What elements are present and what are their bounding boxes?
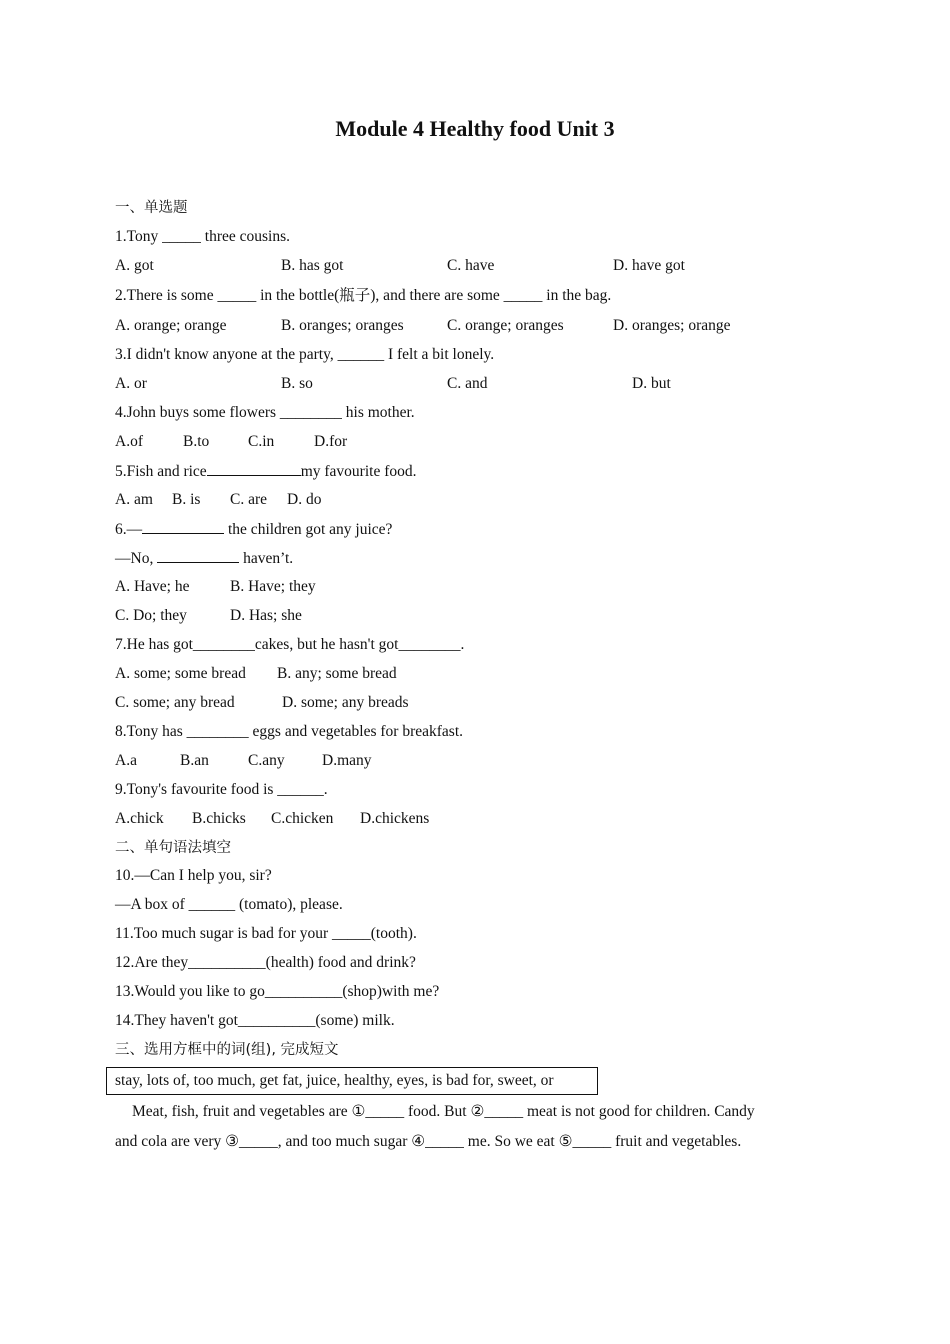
q3-option-b: B. so — [281, 375, 313, 392]
question-13: 13.Would you like to go__________(shop)with me? — [115, 983, 440, 1000]
q4-option-d: D.for — [314, 433, 348, 450]
q9-option-a: A.chick — [115, 810, 164, 827]
q2-option-b: B. oranges; oranges — [281, 317, 404, 334]
q5-stem-end: my favourite food. — [300, 463, 417, 480]
q6-reply-start: —No, — [115, 550, 158, 567]
q3-option-c: C. and — [447, 375, 488, 392]
q7-option-c: C. some; any bread — [115, 694, 235, 711]
question-4: 4.John buys some flowers ________ his mother. — [115, 404, 415, 421]
question-1: 1.Tony _____ three cousins. — [115, 228, 290, 245]
question-12: 12.Are they__________(health) food and drink? — [115, 954, 416, 971]
q5-option-a: A. am — [115, 491, 153, 508]
cloze-paragraph-line-1: Meat, fish, fruit and vegetables are ①_____ food. But ②_____ meat is not good for children. Candy — [132, 1103, 755, 1120]
q3-option-a: A. or — [115, 375, 147, 392]
cloze-paragraph-line-2: and cola are very ③_____, and too much sugar ④_____ me. So we eat ⑤_____ fruit and vegetables. — [115, 1133, 742, 1150]
q2-option-c: C. orange; oranges — [447, 317, 564, 334]
question-11: 11.Too much sugar is bad for your _____(tooth). — [115, 925, 417, 942]
page-title: Module 4 Healthy food Unit 3 — [335, 116, 615, 141]
q4-option-b: B.to — [183, 433, 210, 450]
question-8: 8.Tony has ________ eggs and vegetables for breakfast. — [115, 723, 464, 740]
section-heading-grammar-fill: 二、单句语法填空 — [115, 840, 231, 856]
question-5 — [115, 461, 417, 482]
q4-option-c: C.in — [248, 433, 275, 450]
question-10-line-1: 10.—Can I help you, sir? — [115, 867, 272, 884]
question-3: 3.I didn't know anyone at the party, ______ I felt a bit lonely. — [115, 346, 495, 363]
question-2: 2.There is some _____ in the bottle(瓶子), and there are some _____ in the bag. — [115, 287, 612, 304]
q9-option-c: C.chicken — [271, 810, 334, 827]
q8-option-b: B.an — [180, 752, 209, 769]
q2-option-d: D. oranges; orange — [613, 317, 731, 334]
q6-dash: 6.— — [115, 521, 143, 538]
word-bank-box: stay, lots of, too much, get fat, juice, healthy, eyes, is bad for, sweet, or — [106, 1067, 598, 1095]
q7-option-b: B. any; some bread — [277, 665, 397, 682]
q8-option-c: C.any — [248, 752, 285, 769]
question-9: 9.Tony's favourite food is ______. — [115, 781, 328, 798]
q6-blank-1 — [142, 519, 224, 534]
q1-option-c: C. have — [447, 257, 495, 274]
q7-option-a: A. some; some bread — [115, 665, 246, 682]
question-14: 14.They haven't got__________(some) milk. — [115, 1012, 395, 1029]
q2-option-a: A. orange; orange — [115, 317, 227, 334]
question-10-line-2: —A box of ______ (tomato), please. — [115, 896, 343, 913]
q3-option-d: D. but — [632, 375, 671, 392]
question-6-line-1 — [115, 519, 392, 540]
question-6-line-2 — [115, 548, 293, 569]
q9-option-b: B.chicks — [192, 810, 246, 827]
q5-option-b: B. is — [172, 491, 201, 508]
q5-option-d: D. do — [287, 491, 322, 508]
q6-reply-end: haven’t. — [239, 550, 294, 567]
q6-option-b: B. Have; they — [230, 578, 316, 595]
q8-option-a: A.a — [115, 752, 137, 769]
q1-option-a: A. got — [115, 257, 154, 274]
q9-option-d: D.chickens — [360, 810, 430, 827]
q7-option-d: D. some; any breads — [282, 694, 409, 711]
question-7: 7.He has got________cakes, but he hasn't got________. — [115, 636, 465, 653]
q6-option-c: C. Do; they — [115, 607, 187, 624]
q5-blank — [207, 461, 301, 476]
q1-option-d: D. have got — [613, 257, 685, 274]
q5-stem-start: 5.Fish and rice — [115, 463, 207, 480]
q6-blank-2 — [157, 548, 239, 563]
q4-option-a: A.of — [115, 433, 143, 450]
q6-option-d: D. Has; she — [230, 607, 302, 624]
q6-option-a: A. Have; he — [115, 578, 190, 595]
section-heading-cloze: 三、选用方框中的词(组), 完成短文 — [115, 1042, 339, 1058]
q5-option-c: C. are — [230, 491, 268, 508]
q8-option-d: D.many — [322, 752, 372, 769]
section-heading-single-choice: 一、单选题 — [115, 200, 188, 216]
q6-stem-rest: the children got any juice? — [224, 521, 393, 538]
q1-option-b: B. has got — [281, 257, 344, 274]
